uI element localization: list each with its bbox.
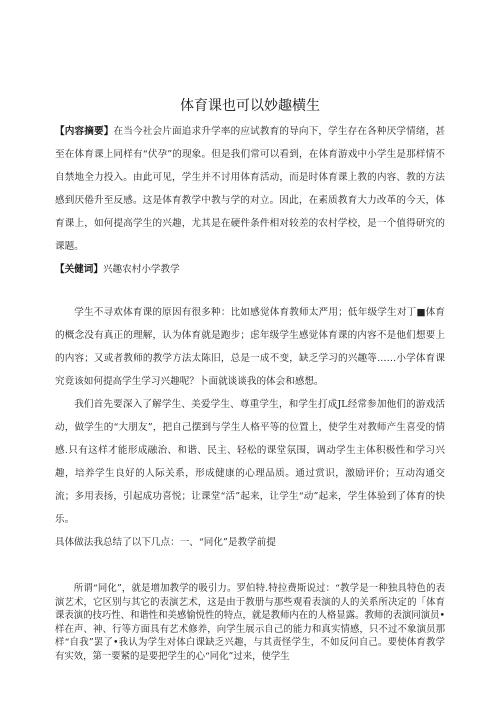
keywords-label: 【关健词】 — [55, 264, 103, 275]
page-title: 体育课也可以妙趣横生 — [180, 98, 320, 114]
abstract-section — [55, 120, 445, 258]
abstract-paragraph — [55, 120, 445, 258]
abstract-text: 在当今社会片面追求升学率的应试教育的导向下，学生存在各种厌学情绪，甚至在体育课上同样有“伏孕”的现象。但是我们常可以看到，在体育游戏中小学生是那样情不自禁地全力投入。由此可见，学生并不讨用体育活动，而是时体育课上教的内容、教的方法感到厌倦升至反感。这是体育教学中教与学的对立。因此，在素质教育大力改革的今天，体育课上，如何提高学生的兴趣，尤其是在硬件条件相对较差的农村学校，是一个值得研究的课题。 — [55, 126, 446, 252]
summary-line: 具体做法我总结了以下几点：一、“同化”是教学前提 — [55, 537, 276, 548]
body-paragraph-3: 所谓“同化”，就是增加教学的吸引力。罗伯特.特拉费斯说过：“教学是一种独具特色的表演艺术，它区别与其它的表演艺术，这是由于教册与那些观看表演的人的关系所决定的「体育课表演的技巧性、和谐性和美感愉悦性的特点，就是教师内在的人格显露。教师的表演同演员•样在声、神、行等方面具有艺术修养，向学生展示自己的能力和真实情感，只不过不象演员那样“自我”罢了•我认为学生对体白课缺乏兴趣，与其责怪学生，不如反问自己。要使体育教学有实效，第一要紧的是要把学生的心“同化”过来，使学生 — [55, 583, 445, 662]
keywords-section — [55, 258, 445, 281]
keywords-text: 兴趣农村小学教学 — [102, 264, 180, 275]
keywords-paragraph — [55, 258, 445, 281]
body-paragraph-1: 学生不寻欢体育课的原因有很多种：比如感觉体育教师太严用；低年级学生对丁■体育的概念没有真正的理解，认为体育就是跑步；虑年级学生感觉体育课的内容不是他们想要上的内容；又或者教师的教学方法太陈旧，总是一成不变，缺乏学习的兴趣等……小学体育课究竟该如何提高学生学习兴趣呢？卜面就谈谈我的体会和感想。 — [55, 307, 445, 387]
body-paragraph-2: 我们首先要深入了解学生、美爱学生、尊重学生，和学生打成JL经常参加他们的游戏活动，做学生的“大朋友”，把自己摆到与学生人格平等的位置上，使学生对教师产生喜受的情感.只有这样才能形成融治、和谐、民主、轻松的课堂氛围，调动学生主体积极性和学习兴趣，培养学生良好的人际关系，形成健康的心理品质。通过赏识，激励评价；互动沟通交流；多用表扬，引起成功喜悦；让课堂“活”起来，让学生“动”起来，学生体验到了体育的快乐。 — [55, 399, 445, 525]
body-section-2 — [55, 582, 445, 663]
abstract-label: 【内容摘要】 — [55, 126, 114, 137]
body-section-1 — [55, 301, 445, 554]
